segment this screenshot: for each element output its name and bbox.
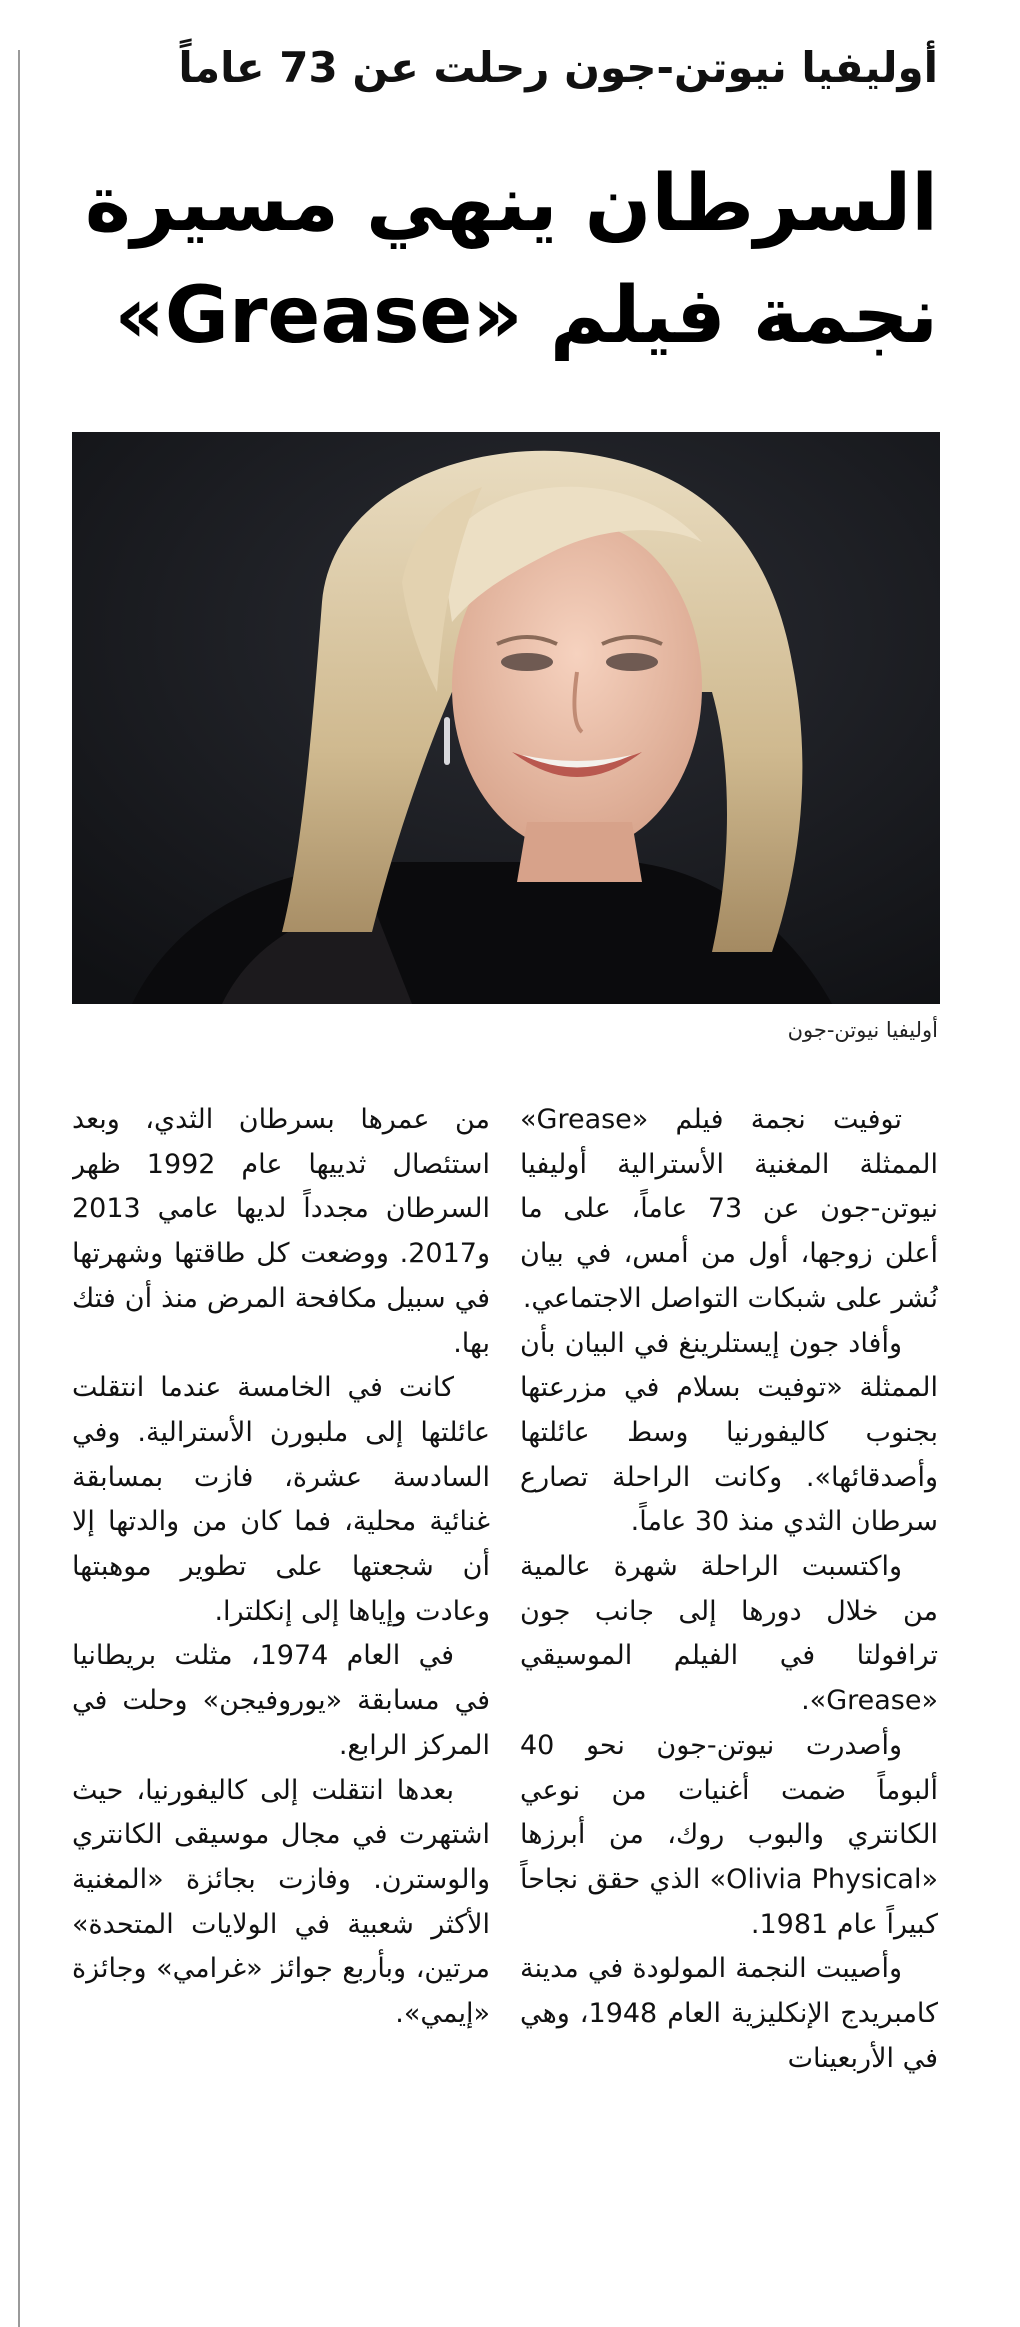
paragraph: واكتسبت الراحلة شهرة عالمية من خلال دورها إلى جانب جون ترافولتا في الفيلم الموسيقي «Grease». <box>520 1551 938 1717</box>
article-column-right <box>520 1098 938 2308</box>
portrait-illustration <box>72 432 940 1004</box>
photo-caption: أوليفيا نيوتن-جون <box>787 1018 938 1042</box>
article-kicker: أوليفيا نيوتن-جون رحلت عن 73 عاماً <box>178 43 938 92</box>
article-column-left <box>72 1098 490 2308</box>
paragraph: كانت في الخامسة عندما انتقلت عائلتها إلى ملبورن الأسترالية. وفي السادسة عشرة، فازت بمسابقة غنائية محلية، فما كان من والدتها إلا أن شجعتها على تطوير موهبتها وعادت وإياها إلى إنكلترا. <box>72 1372 490 1627</box>
column-divider-line <box>18 50 20 2327</box>
article-photo <box>72 432 940 1004</box>
paragraph: وأصدرت نيوتن-جون نحو 40 ألبوماً ضمت أغنيات من نوعي الكانتري والبوب روك، من أبرزها «Olivia Physical» الذي حقق نجاحاً كبيراً عام 1981. <box>520 1729 938 1940</box>
paragraph: وأصيبت النجمة المولودة في مدينة كامبريدج الإنكليزية العام 1948، وهي في الأربعينات <box>520 1953 938 2074</box>
paragraph: بعدها انتقلت إلى كاليفورنيا، حيث اشتهرت في مجال موسيقى الكانتري والوسترن. وفازت بجائزة «المغنية الأكثر شعبية في الولايات المتحدة» مرتين، وبأربع جوائز «غرامي» وجائزة «إيمي». <box>72 1774 490 2030</box>
paragraph: توفيت نجمة فيلم «Grease» الممثلة المغنية الأسترالية أوليفيا نيوتن-جون عن 73 عاماً، على ما أعلن زوجها، أول من أمس، في بيان نُشر على شبكات التواصل الاجتماعي. <box>520 1104 938 1314</box>
headline-line-1: السرطان ينهي مسيرة <box>84 159 938 249</box>
paragraph: في العام 1974، مثلت بريطانيا في مسابقة «يوروفيجن» وحلت في المركز الرابع. <box>72 1640 490 1761</box>
headline-line-2: نجمة فيلم «Grease» <box>114 271 938 361</box>
article-headline <box>58 148 938 372</box>
paragraph: من عمرها بسرطان الثدي، وبعد استئصال ثدييها عام 1992 ظهر السرطان مجدداً لديها عامي 2013 و2017. ووضعت كل طاقتها وشهرتها في سبيل مكافحة المرض منذ أن فتك بها. <box>72 1104 490 1359</box>
paragraph: وأفاد جون إيستلرينغ في البيان بأن الممثلة «توفيت بسلام في مزرعتها بجنوب كاليفورنيا وسط عائلتها وأصدقائها». وكانت الراحلة تصارع سرطان الثدي منذ 30 عاماً. <box>520 1327 938 1538</box>
